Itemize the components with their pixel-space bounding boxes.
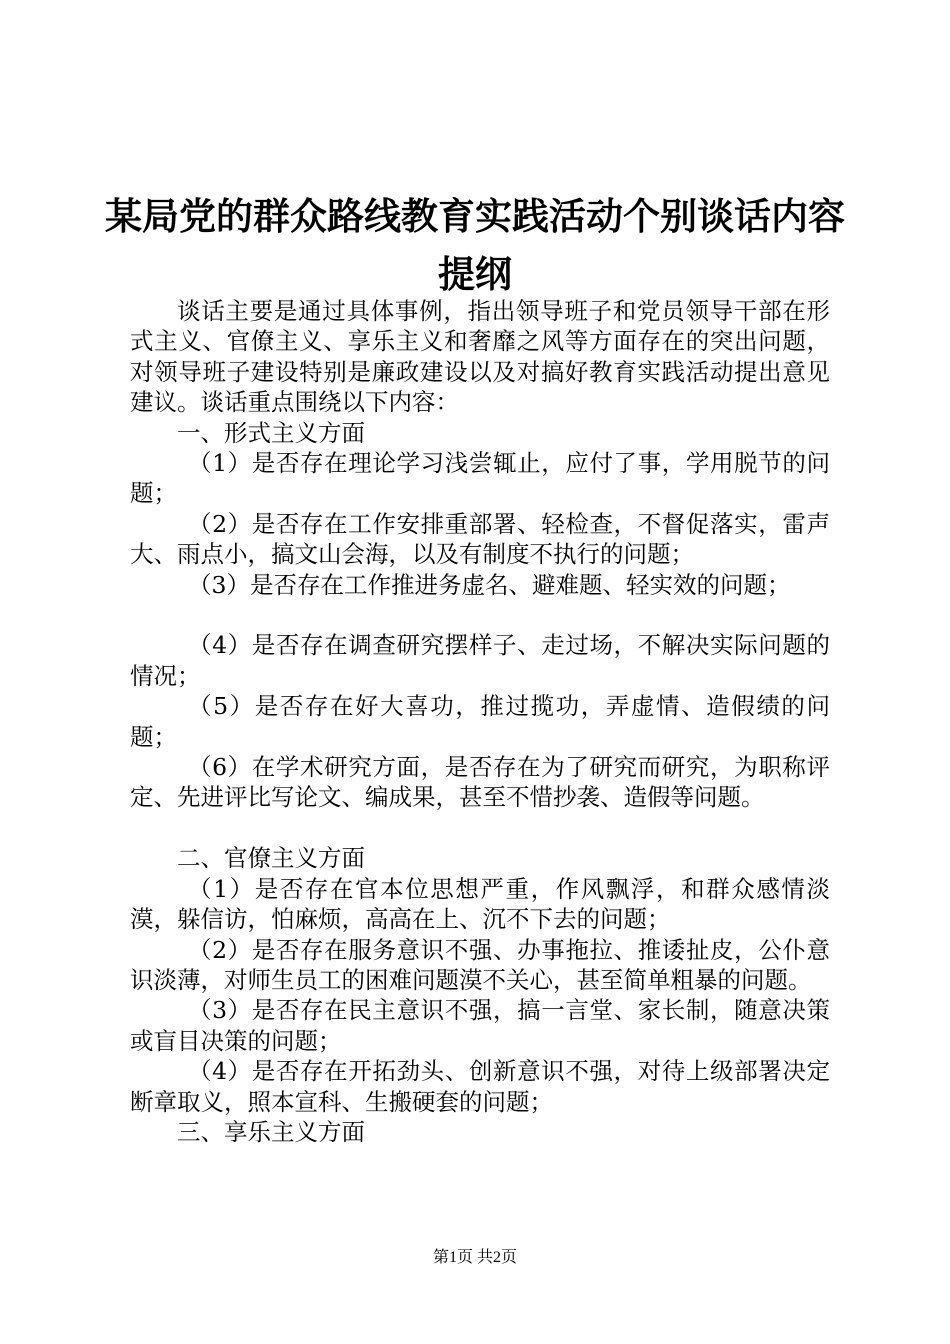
section-2-heading: 二、官僚主义方面 [177,844,365,873]
document-body [130,296,830,1147]
section-3-heading: 三、享乐主义方面 [177,1117,365,1146]
document-title-line-1: 某局党的群众路线教育实践活动个别谈话内容 [105,194,845,238]
section-1-item-4: （4）是否存在调查研究摆样子、走过场，不解决实际问题的情况； [130,631,830,690]
document-title-line-2: 提纲 [438,252,512,296]
blank-line [130,813,830,843]
page-footer: 第1页 共2页 [432,1249,517,1266]
intro-paragraph: 谈话主要是通过具体事例，指出领导班子和党员领导干部在形式主义、官僚主义、享乐主义和奢靡之风等方面存在的突出问题，对领导班子建设特别是廉政建设以及对搞好教育实践活动提出意见建议。谈话重点围绕以下内容： [130,297,830,417]
section-2-item-1: （1）是否存在官本位思想严重，作风飘浮，和群众感情淡漠，躲信访，怕麻烦，高高在上、沉不下去的问题； [130,874,830,934]
section-1-heading: 一、形式主义方面 [177,418,365,447]
section-2-item-4: （4）是否存在开拓劲头、创新意识不强，对待上级部署决定断章取义，照本宣科、生搬硬套的问题； [130,1057,830,1116]
section-1-item-6: （6）在学术研究方面，是否存在为了研究而研究，为职称评定、先进评比写论文、编成果，甚至不惜抄袭、造假等问题。 [130,753,830,812]
section-2-item-2: （2）是否存在服务意识不强、办事拖拉、推诿扯皮，公仆意识淡薄，对师生员工的困难问题漠不关心，甚至简单粗暴的问题。 [130,935,830,994]
section-1-item-2: （2）是否存在工作安排重部署、轻检查，不督促落实，雷声大、雨点小，搞文山会海，以及有制度不执行的问题； [130,509,830,569]
blank-line [130,600,830,630]
section-1-item-1: （1）是否存在理论学习浅尝辄止，应付了事，学用脱节的问题； [130,449,830,508]
section-1-item-3: （3）是否存在工作推进务虚名、避难题、轻实效的问题； [188,570,791,599]
section-1-item-5: （5）是否存在好大喜功，推过揽功，弄虚情、造假绩的问题； [130,692,830,751]
section-2-item-3: （3）是否存在民主意识不强，搞一言堂、家长制，随意决策或盲目决策的问题； [130,996,830,1055]
